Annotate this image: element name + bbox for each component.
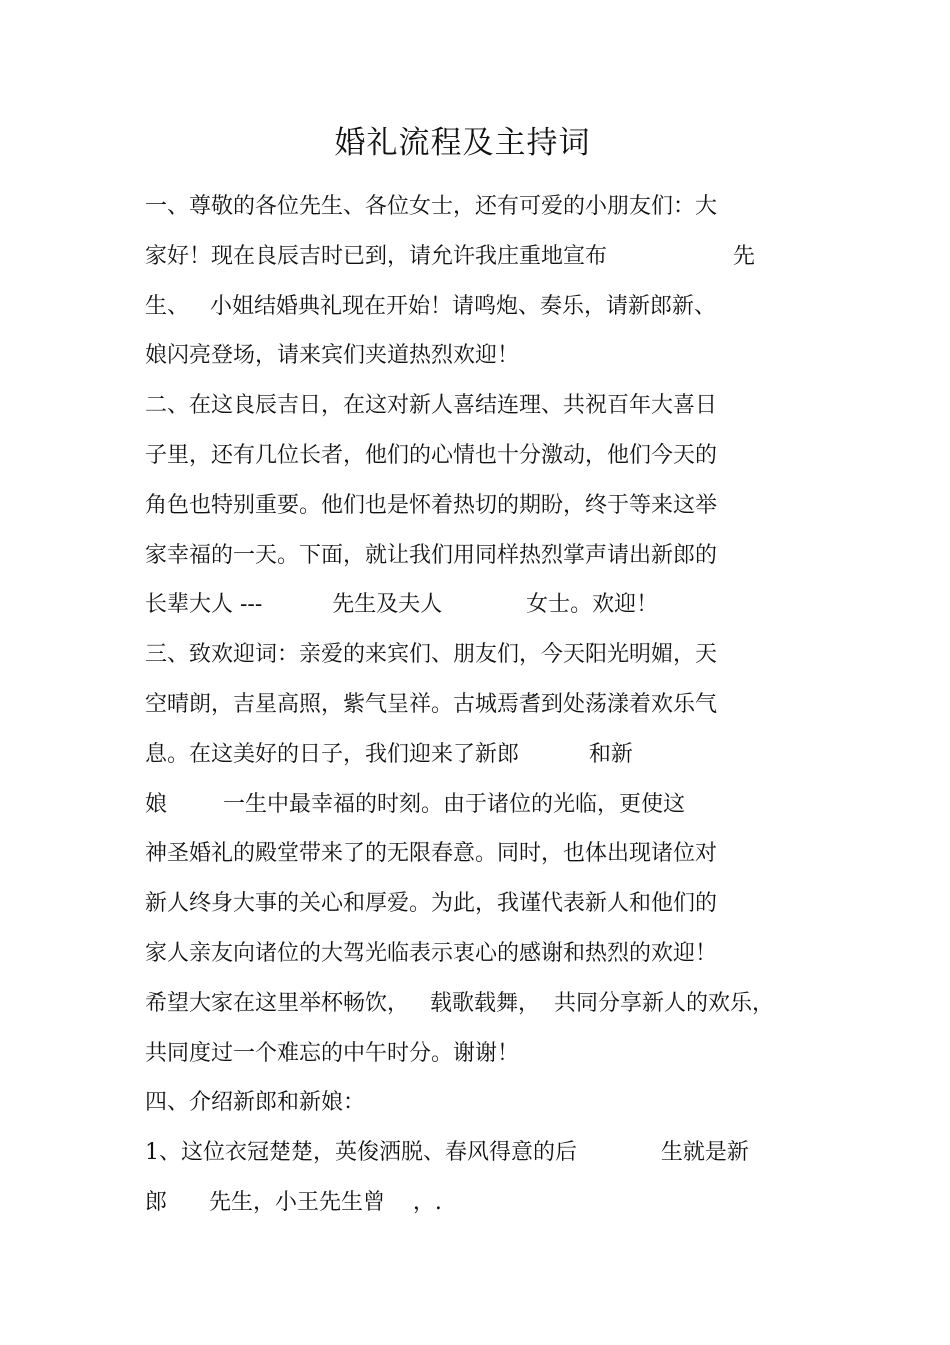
document-title: 婚礼流程及主持词 (334, 125, 591, 161)
text-line: 长辈大人 --- 先生及夫人 女士。欢迎！ (145, 592, 659, 617)
text-line: 娘 一生中最幸福的时刻。由于诸位的光临，更使这 (145, 792, 685, 817)
text-line: 1、这位衣冠楚楚，英俊洒脱、春风得意的后 生就是新 (145, 1140, 749, 1165)
text-line: 三、致欢迎词：亲爱的来宾们、朋友们，今天阳光明媚，天 (145, 642, 718, 667)
text-line: 空晴朗，吉星高照，紫气呈祥。古城焉耆到处荡漾着欢乐气 (145, 692, 718, 717)
text-line: 希望大家在这里举杯畅饮， 载歌载舞， 共同分享新人的欢乐， (145, 991, 774, 1016)
text-line: 家幸福的一天。下面，就让我们用同样热烈掌声请出新郎的 (145, 543, 718, 568)
text-line: 神圣婚礼的殿堂带来了的无限春意。同时，也体出现诸位对 (145, 841, 718, 866)
text-line: 子里，还有几位长者，他们的心情也十分激动，他们今天的 (145, 443, 718, 468)
text-line: 娘闪亮登场，请来宾们夹道热烈欢迎！ (145, 343, 520, 368)
text-line: 家人亲友向诸位的大驾光临表示衷心的感谢和热烈的欢迎！ (145, 941, 718, 966)
text-line: 共同度过一个难忘的中午时分。谢谢！ (145, 1041, 520, 1066)
text-line: 二、在这良辰吉日，在这对新人喜结连理、共祝百年大喜日 (145, 393, 718, 418)
text-line: 家好！现在良辰吉时已到，请允许我庄重地宣布 先 (145, 244, 755, 269)
text-line: 新人终身大事的关心和厚爱。为此，我谨代表新人和他们的 (145, 891, 718, 916)
text-line: 四、介绍新郎和新娘： (145, 1090, 366, 1115)
text-line: 一、尊敬的各位先生、各位女士，还有可爱的小朋友们：大 (145, 194, 718, 219)
text-line: 角色也特别重要。他们也是怀着热切的期盼，终于等来这举 (145, 493, 718, 518)
text-line: 郎 先生，小王先生曾 ，. (145, 1190, 442, 1215)
text-line: 生、 小姐结婚典礼现在开始！请鸣炮、奏乐，请新郎新、 (145, 294, 716, 319)
text-line: 息。在这美好的日子，我们迎来了新郎 和新 (145, 742, 633, 767)
